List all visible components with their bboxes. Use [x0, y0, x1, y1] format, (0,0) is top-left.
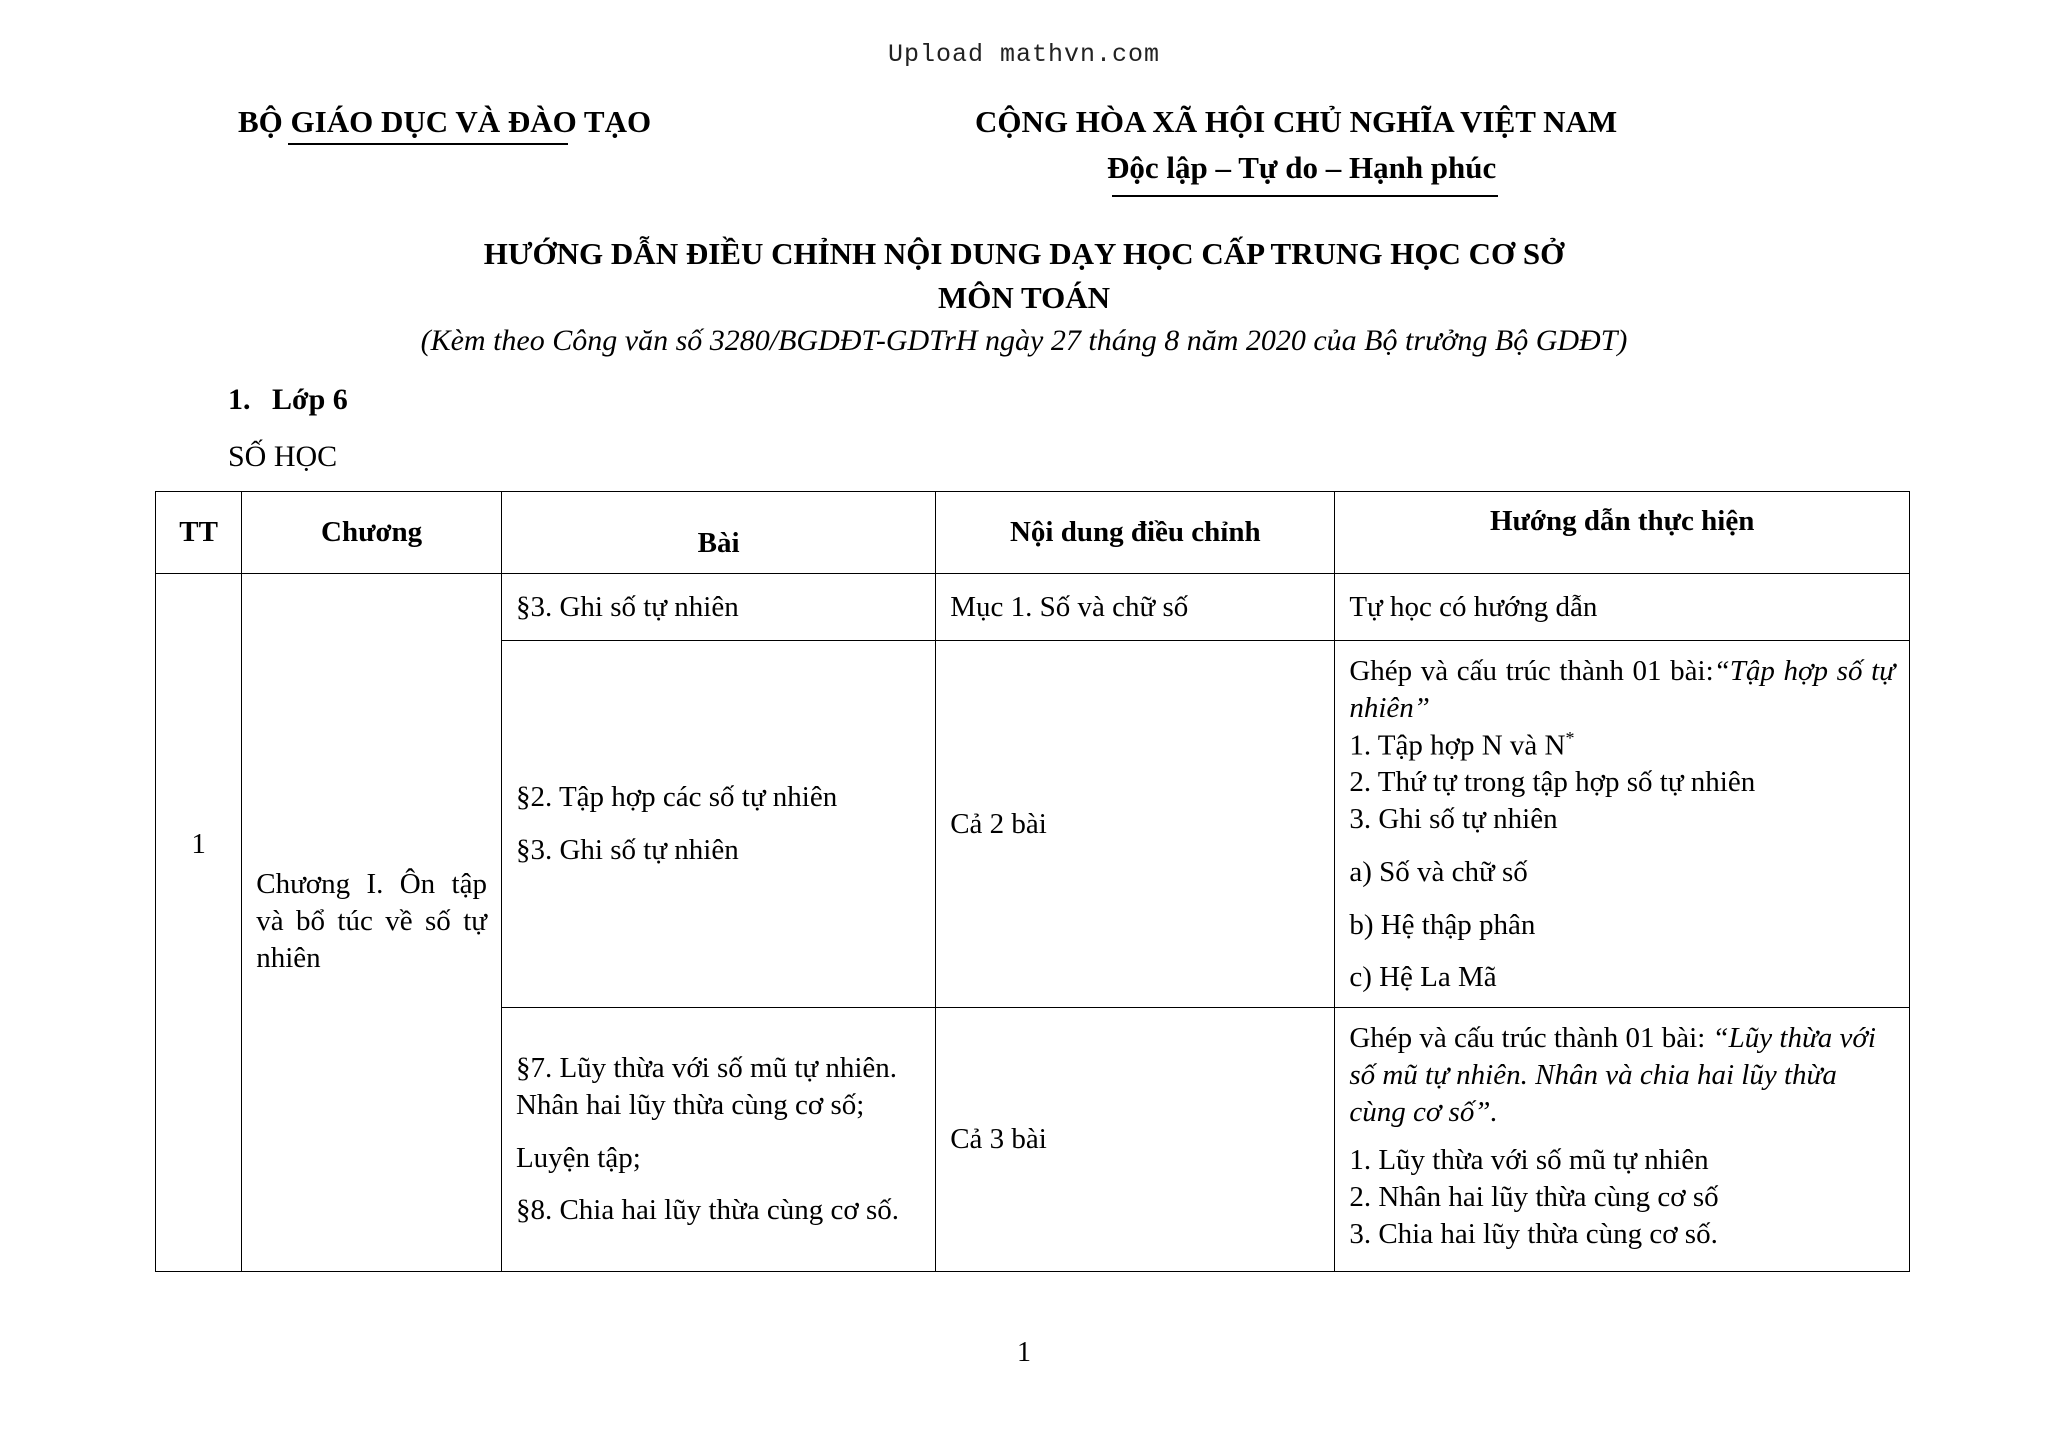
header-huong-dan: Hướng dẫn thực hiện — [1335, 492, 1910, 574]
huong-dan-item: 3. Ghi số tự nhiên — [1349, 802, 1558, 835]
header-noi-dung: Nội dung điều chỉnh — [936, 492, 1335, 574]
cell-noi-dung: Cả 2 bài — [936, 641, 1335, 1008]
cell-noi-dung: Cả 3 bài — [936, 1008, 1335, 1272]
table-header-row — [156, 492, 1910, 574]
cell-noi-dung: Mục 1. Số và chữ số — [936, 574, 1335, 641]
cell-huong-dan — [1335, 641, 1910, 1008]
cell-bai — [501, 641, 935, 1008]
national-motto: Độc lập – Tự do – Hạnh phúc — [1107, 150, 1497, 185]
watermark-text: Upload mathvn.com — [887, 40, 1161, 69]
huong-dan-item: 3. Chia hai lũy thừa cùng cơ số. — [1349, 1218, 1718, 1251]
section-heading — [228, 383, 348, 417]
page-number: 1 — [1017, 1337, 1031, 1368]
cell-bai — [501, 574, 935, 641]
document-subject: MÔN TOÁN — [938, 280, 1110, 315]
adjustment-table — [155, 491, 1910, 1272]
cell-chuong — [242, 574, 502, 1272]
huong-dan-item: 1. Tập hợp N và N* — [1349, 727, 1575, 762]
huong-dan-item: 1. Lũy thừa với số mũ tự nhiên — [1349, 1144, 1709, 1177]
bai-item: §8. Chia hai lũy thừa cùng cơ số. — [515, 1194, 899, 1227]
bai-item: §3. Ghi số tự nhiên — [515, 590, 739, 623]
document-title: HƯỚNG DẪN ĐIỀU CHỈNH NỘI DUNG DẠY HỌC CẤP TRUNG HỌC CƠ SỞ — [483, 236, 1565, 271]
bai-item: §7. Lũy thừa với số mũ tự nhiên. Nhân hai lũy thừa cùng cơ số; — [515, 1051, 898, 1121]
huong-dan-item: 2. Thứ tự trong tập hợp số tự nhiên — [1349, 766, 1756, 799]
header-tt: TT — [156, 492, 242, 574]
bai-item: §3. Ghi số tự nhiên — [515, 834, 739, 866]
country-name: CỘNG HÒA XÃ HỘI CHỦ NGHĨA VIỆT NAM — [975, 104, 1618, 139]
huong-dan-subitem: c) Hệ La Mã — [1349, 961, 1497, 994]
ministry-name: BỘ GIÁO DỤC VÀ ĐÀO TẠO — [238, 104, 652, 139]
header-chuong: Chương — [242, 492, 502, 574]
section-number: 1. — [228, 383, 251, 416]
table-row — [156, 574, 1910, 641]
cell-tt: 1 — [156, 574, 242, 1272]
chuong-text: Chương I. Ôn tập và bổ túc về số tự nhiên — [256, 868, 487, 974]
huong-dan-intro: Ghép và cấu trúc thành 01 bài: “Lũy thừa với số mũ tự nhiên. Nhân và chia hai lũy thừa cùng cơ số”. — [1349, 1022, 1876, 1128]
huong-dan-subitem: a) Số và chữ số — [1349, 855, 1528, 888]
bai-item: §2. Tập hợp các số tự nhiên — [515, 781, 838, 814]
cell-huong-dan: Tự học có hướng dẫn — [1335, 574, 1910, 641]
huong-dan-intro: Ghép và cấu trúc thành 01 bài:“Tập hợp số tự nhiên” — [1349, 655, 1895, 724]
subject-heading: SỐ HỌC — [228, 440, 338, 473]
huong-dan-item: 2. Nhân hai lũy thừa cùng cơ số — [1349, 1181, 1719, 1214]
motto-underline — [1112, 195, 1498, 197]
document-subtitle: (Kèm theo Công văn số 3280/BGDĐT-GDTrH ngày 27 tháng 8 năm 2020 của Bộ trưởng Bộ GDĐT) — [420, 324, 1628, 357]
cell-huong-dan — [1335, 1008, 1910, 1272]
ministry-underline — [288, 143, 568, 145]
section-label: Lớp 6 — [272, 383, 348, 416]
bai-item: Luyện tập; — [515, 1141, 641, 1174]
cell-bai — [501, 1008, 935, 1272]
huong-dan-subitem: b) Hệ thập phân — [1349, 908, 1536, 941]
header-bai: Bài — [501, 492, 935, 574]
